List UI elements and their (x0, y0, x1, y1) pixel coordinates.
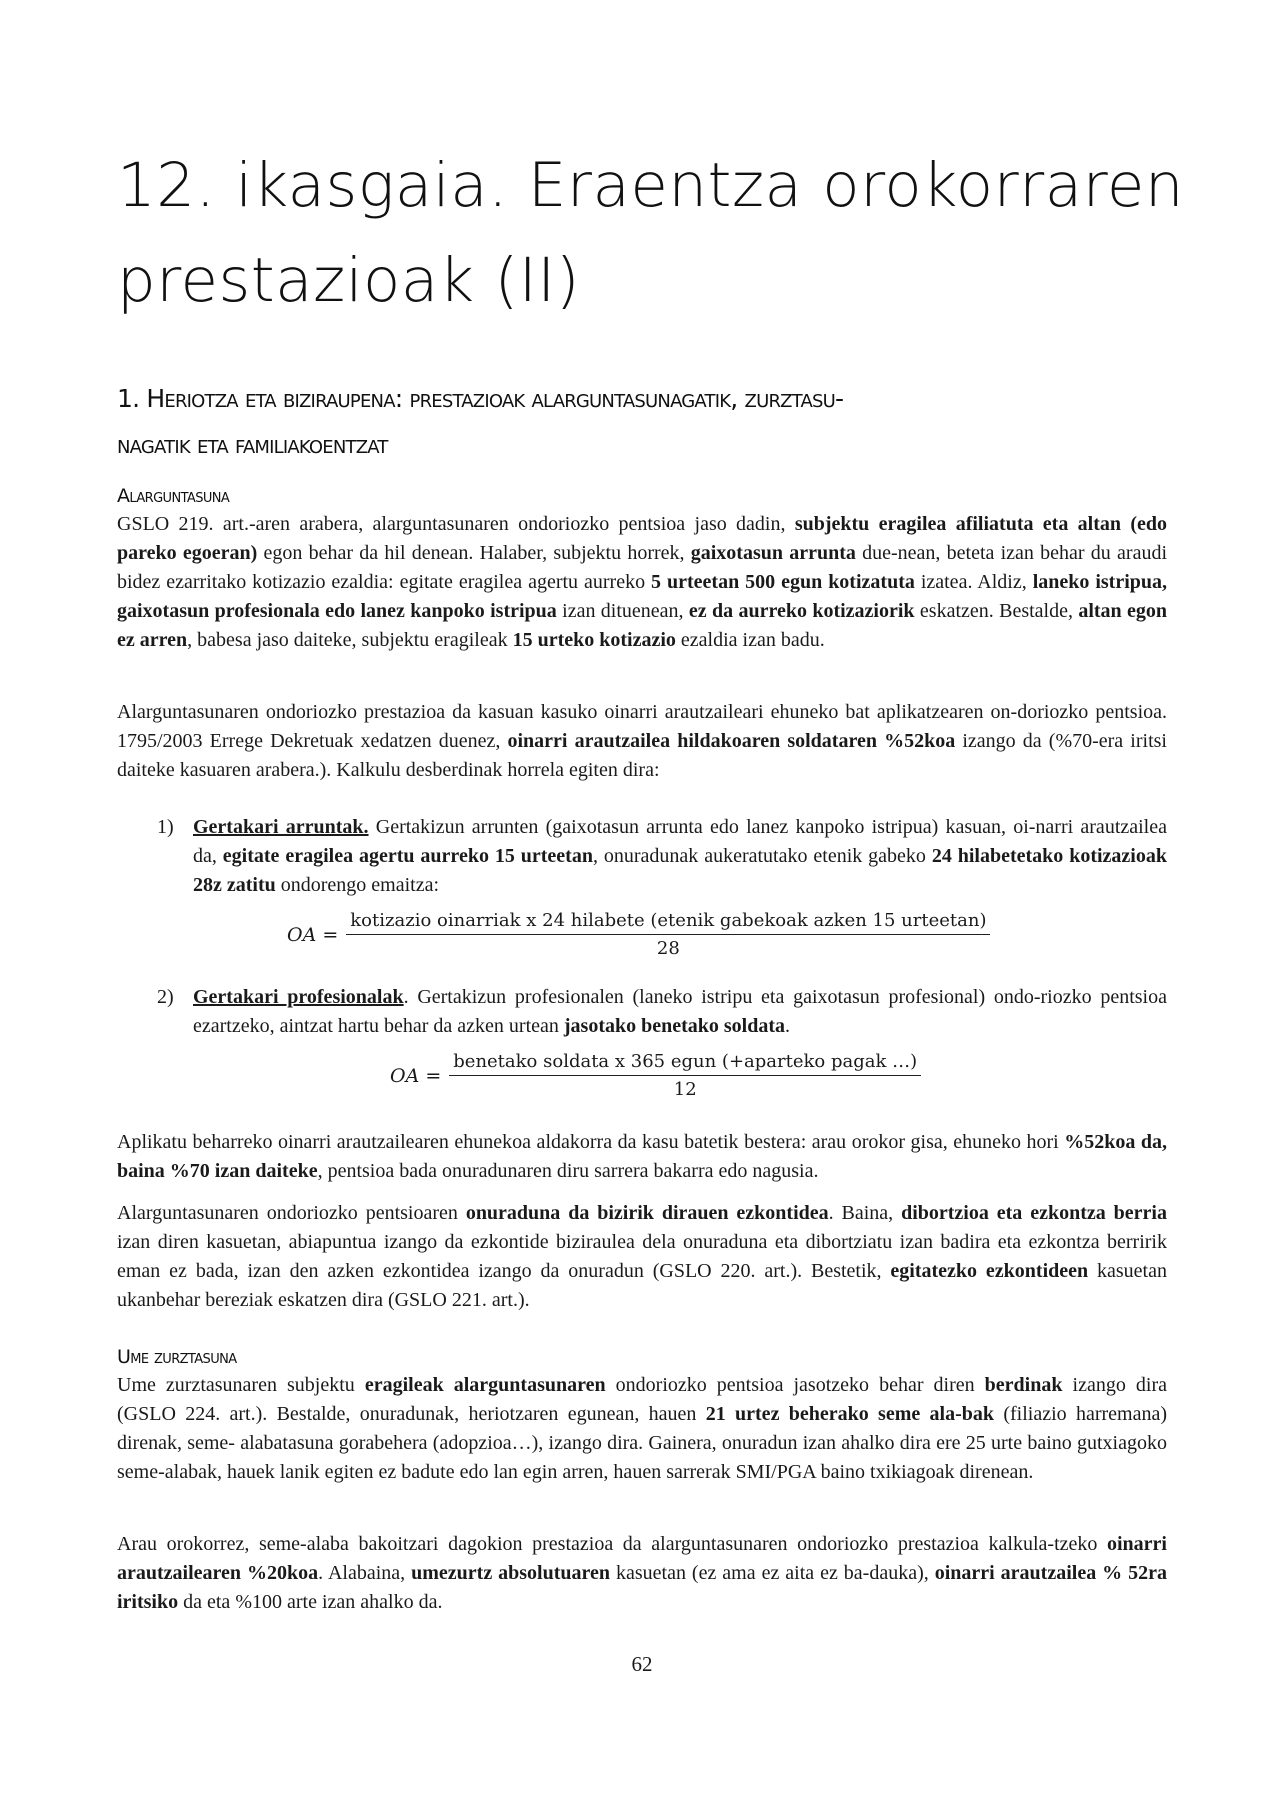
formula-fraction (346, 910, 990, 959)
bold-text-run: Gertakari profesionalak (193, 986, 404, 1008)
text-run: da eta %100 arte izan ahalko da. (178, 1591, 443, 1613)
paragraph-alarguntasuna-2 (117, 698, 1167, 785)
text-run: Alarguntasunaren ondoriozko prestazioa da kasuan kasuko oinarri arautzaileari ehuneko bat aplikatzearen on-doriozko pentsioa. 1795/2003 Errege Dekretuak xedatzen duenez, (117, 701, 1167, 752)
section-heading (117, 376, 1167, 468)
bold-text-run: dibortzioa eta ezkontza berria (901, 1202, 1167, 1224)
text-run: (filiazio harremana) direnak, seme- alabatasuna gorabehera (adopzioa…), izango dira. Gainera, onuradun izan ahalko dira ere 25 urte baino gutxiagoko seme-alabak, hauek lanik egiten ez badute edo lan egin arren, hauen sarrerak SMI/PGA baino txikiagoak direnean. (117, 1403, 1167, 1483)
text-run: . (785, 1015, 791, 1037)
text-run: izango dira (GSLO 224. art.). Bestalde, onuradunak, heriotzaren egunean, hauen (117, 1374, 1167, 1425)
text-run: Arau orokorrez, seme-alaba bakoitzari dagokion prestazioa da alarguntasunaren ondoriozko prestazioa kalkula-tzeko (117, 1533, 1107, 1555)
bold-text-run: gaixotasun arrunta (690, 542, 856, 564)
formula-fraction (449, 1051, 921, 1100)
bold-text-run: jasotako benetako soldata (563, 1015, 786, 1037)
text-run: GSLO 219. art.-aren arabera, alarguntasunaren ondoriozko pentsioa jaso dadin, (117, 513, 795, 535)
text-run: eskatzen. Bestalde, (914, 600, 1079, 622)
bold-text-run: subjektu eragilea afiliatuta eta altan (edo pareko egoeran) (117, 513, 1168, 564)
formula-lhs: OA = (287, 923, 339, 946)
text-run: . Baina, (828, 1202, 902, 1224)
bold-text-run: laneko istripua, gaixotasun profesionala edo lanez kanpoko istripua (117, 571, 1168, 622)
bold-text-run: oinarri arautzailearen %20koa (117, 1533, 1167, 1584)
bold-text-run: 24 hilabetetako kotizazioak 28z zatitu (193, 845, 1167, 896)
text-run: ondorengo emaitza: (275, 874, 440, 896)
bold-text-run: %52koa da, baina %70 izan daiteke (117, 1131, 1168, 1182)
paragraph-alarguntasuna-1 (117, 510, 1167, 655)
text-run: izan diren kasuetan, abiapuntua izango da ezkontide biziraulea dela onuraduna eta dibortziatu izan badira eta ezkontza berririk eman ez bada, izan den azken ezkontidea izango da onuradun (GSLO 220. art.). Bestetik, (117, 1231, 1167, 1282)
subheading-ume-zurztasuna: Ume zurztasuna (117, 1346, 237, 1368)
text-run: . Alabaina, (318, 1562, 412, 1584)
text-run: , onuradunak aukeratutako etenik gabeko (592, 845, 932, 867)
paragraph-ume-1 (117, 1371, 1167, 1487)
bold-text-run: altan egon ez arren (117, 600, 1168, 651)
formula-lhs: OA = (390, 1064, 442, 1087)
page-title (117, 138, 1185, 328)
text-run: , babesa jaso daiteke, subjektu eragileak (187, 629, 513, 651)
text-run: due-nean, beteta izan behar du araudi bidez ezarritako kotizazio ezaldia: egitate eragilea agertu aurreko (117, 542, 1168, 593)
bold-text-run: egitatezko ezkontideen (890, 1260, 1089, 1282)
bold-text-run: oinarri arautzailea % 52ra iritsiko (117, 1562, 1167, 1613)
bold-text-run: ez da aurreko kotizaziorik (688, 600, 915, 622)
formula-denominator: 28 (656, 938, 680, 959)
list-item-number: 2) (157, 986, 174, 1008)
bold-text-run: berdinak (984, 1374, 1063, 1396)
bold-text-run: Gertakari arruntak. (193, 816, 369, 838)
page-number: 62 (631, 1652, 653, 1676)
subheading-alarguntasuna: Alarguntasuna (117, 485, 230, 507)
bold-text-run: egitate eragilea agertu aurreko 15 urteetan (222, 845, 593, 867)
text-run: izatea. Aldiz, (914, 571, 1033, 593)
text-run: , pentsioa bada onuradunaren diru sarrera bakarra edo nagusia. (317, 1160, 819, 1182)
paragraph-ume-2 (117, 1530, 1167, 1617)
section-heading-line-1: 1. Heriotza eta biziraupena: prestazioak alarguntasunagatik, zurztasu- (117, 384, 844, 413)
text-run: izango da (%70-era iritsi daiteke kasuaren arabera.). Kalkulu desberdinak horrela egiten dira: (117, 730, 1167, 781)
text-run: ezaldia izan badu. (675, 629, 825, 651)
bold-text-run: umezurtz absolutuaren (411, 1562, 611, 1584)
text-run: . Gertakizun profesionalen (laneko istripu eta gaixotasun profesional) ondo-riozko pentsioa ezartzeko, aintzat hartu behar da azken urtean (193, 986, 1167, 1037)
bold-text-run: 21 urtez beherako seme ala-bak (705, 1403, 995, 1425)
formula-denominator: 12 (673, 1079, 697, 1100)
paragraph-alarguntasuna-4 (117, 1199, 1167, 1315)
bold-text-run: eragileak alarguntasunaren (364, 1374, 606, 1396)
text-run: kasuetan (ez ama ez aita ez ba-dauka), (610, 1562, 935, 1584)
text-run: izan dituenean, (556, 600, 689, 622)
list-item-text (193, 813, 1167, 900)
list-item-number: 1) (157, 816, 174, 838)
section-heading-line-2: nagatik eta familiakoentzat (117, 430, 388, 459)
page-title-line-2: prestazioak (II) (117, 245, 581, 316)
text-run: ondoriozko pentsioa jasotzeko behar diren (605, 1374, 985, 1396)
bold-text-run: onuraduna da bizirik dirauen ezkontidea (465, 1202, 829, 1224)
bold-text-run: 15 urteko kotizazio (512, 629, 676, 651)
formula-numerator: benetako soldata x 365 egun (+aparteko pagak …) (449, 1051, 921, 1076)
page-title-line-1: 12. ikasgaia. Eraentza orokorraren (117, 150, 1185, 221)
formula-2 (390, 1051, 921, 1100)
text-run: Ume zurztasunaren subjektu (117, 1374, 365, 1396)
bold-text-run: 5 urteetan 500 egun kotizatuta (651, 571, 915, 593)
text-run: Gertakizun arrunten (gaixotasun arrunta edo lanez kanpoko istripua) kasuan, oi-narri arautzailea da, (193, 816, 1167, 867)
text-run: kasuetan ukanbehar bereziak eskatzen dira (GSLO 221. art.). (117, 1260, 1167, 1311)
text-run: egon behar da hil denean. Halaber, subjektu horrek, (257, 542, 691, 564)
formula-numerator: kotizazio oinarriak x 24 hilabete (etenik gabekoak azken 15 urteetan) (346, 910, 990, 935)
bold-text-run: oinarri arautzailea hildakoaren soldataren %52koa (507, 730, 956, 752)
paragraph-alarguntasuna-3 (117, 1128, 1167, 1186)
text-run: Aplikatu beharreko oinarri arautzailearen ehunekoa aldakorra da kasu batetik bestera: arau orokor gisa, ehuneko hori (117, 1131, 1065, 1153)
document-page (117, 0, 1185, 1811)
list-item-text (193, 983, 1167, 1041)
formula-1 (287, 910, 990, 959)
text-run: Alarguntasunaren ondoriozko pentsioaren (117, 1202, 466, 1224)
